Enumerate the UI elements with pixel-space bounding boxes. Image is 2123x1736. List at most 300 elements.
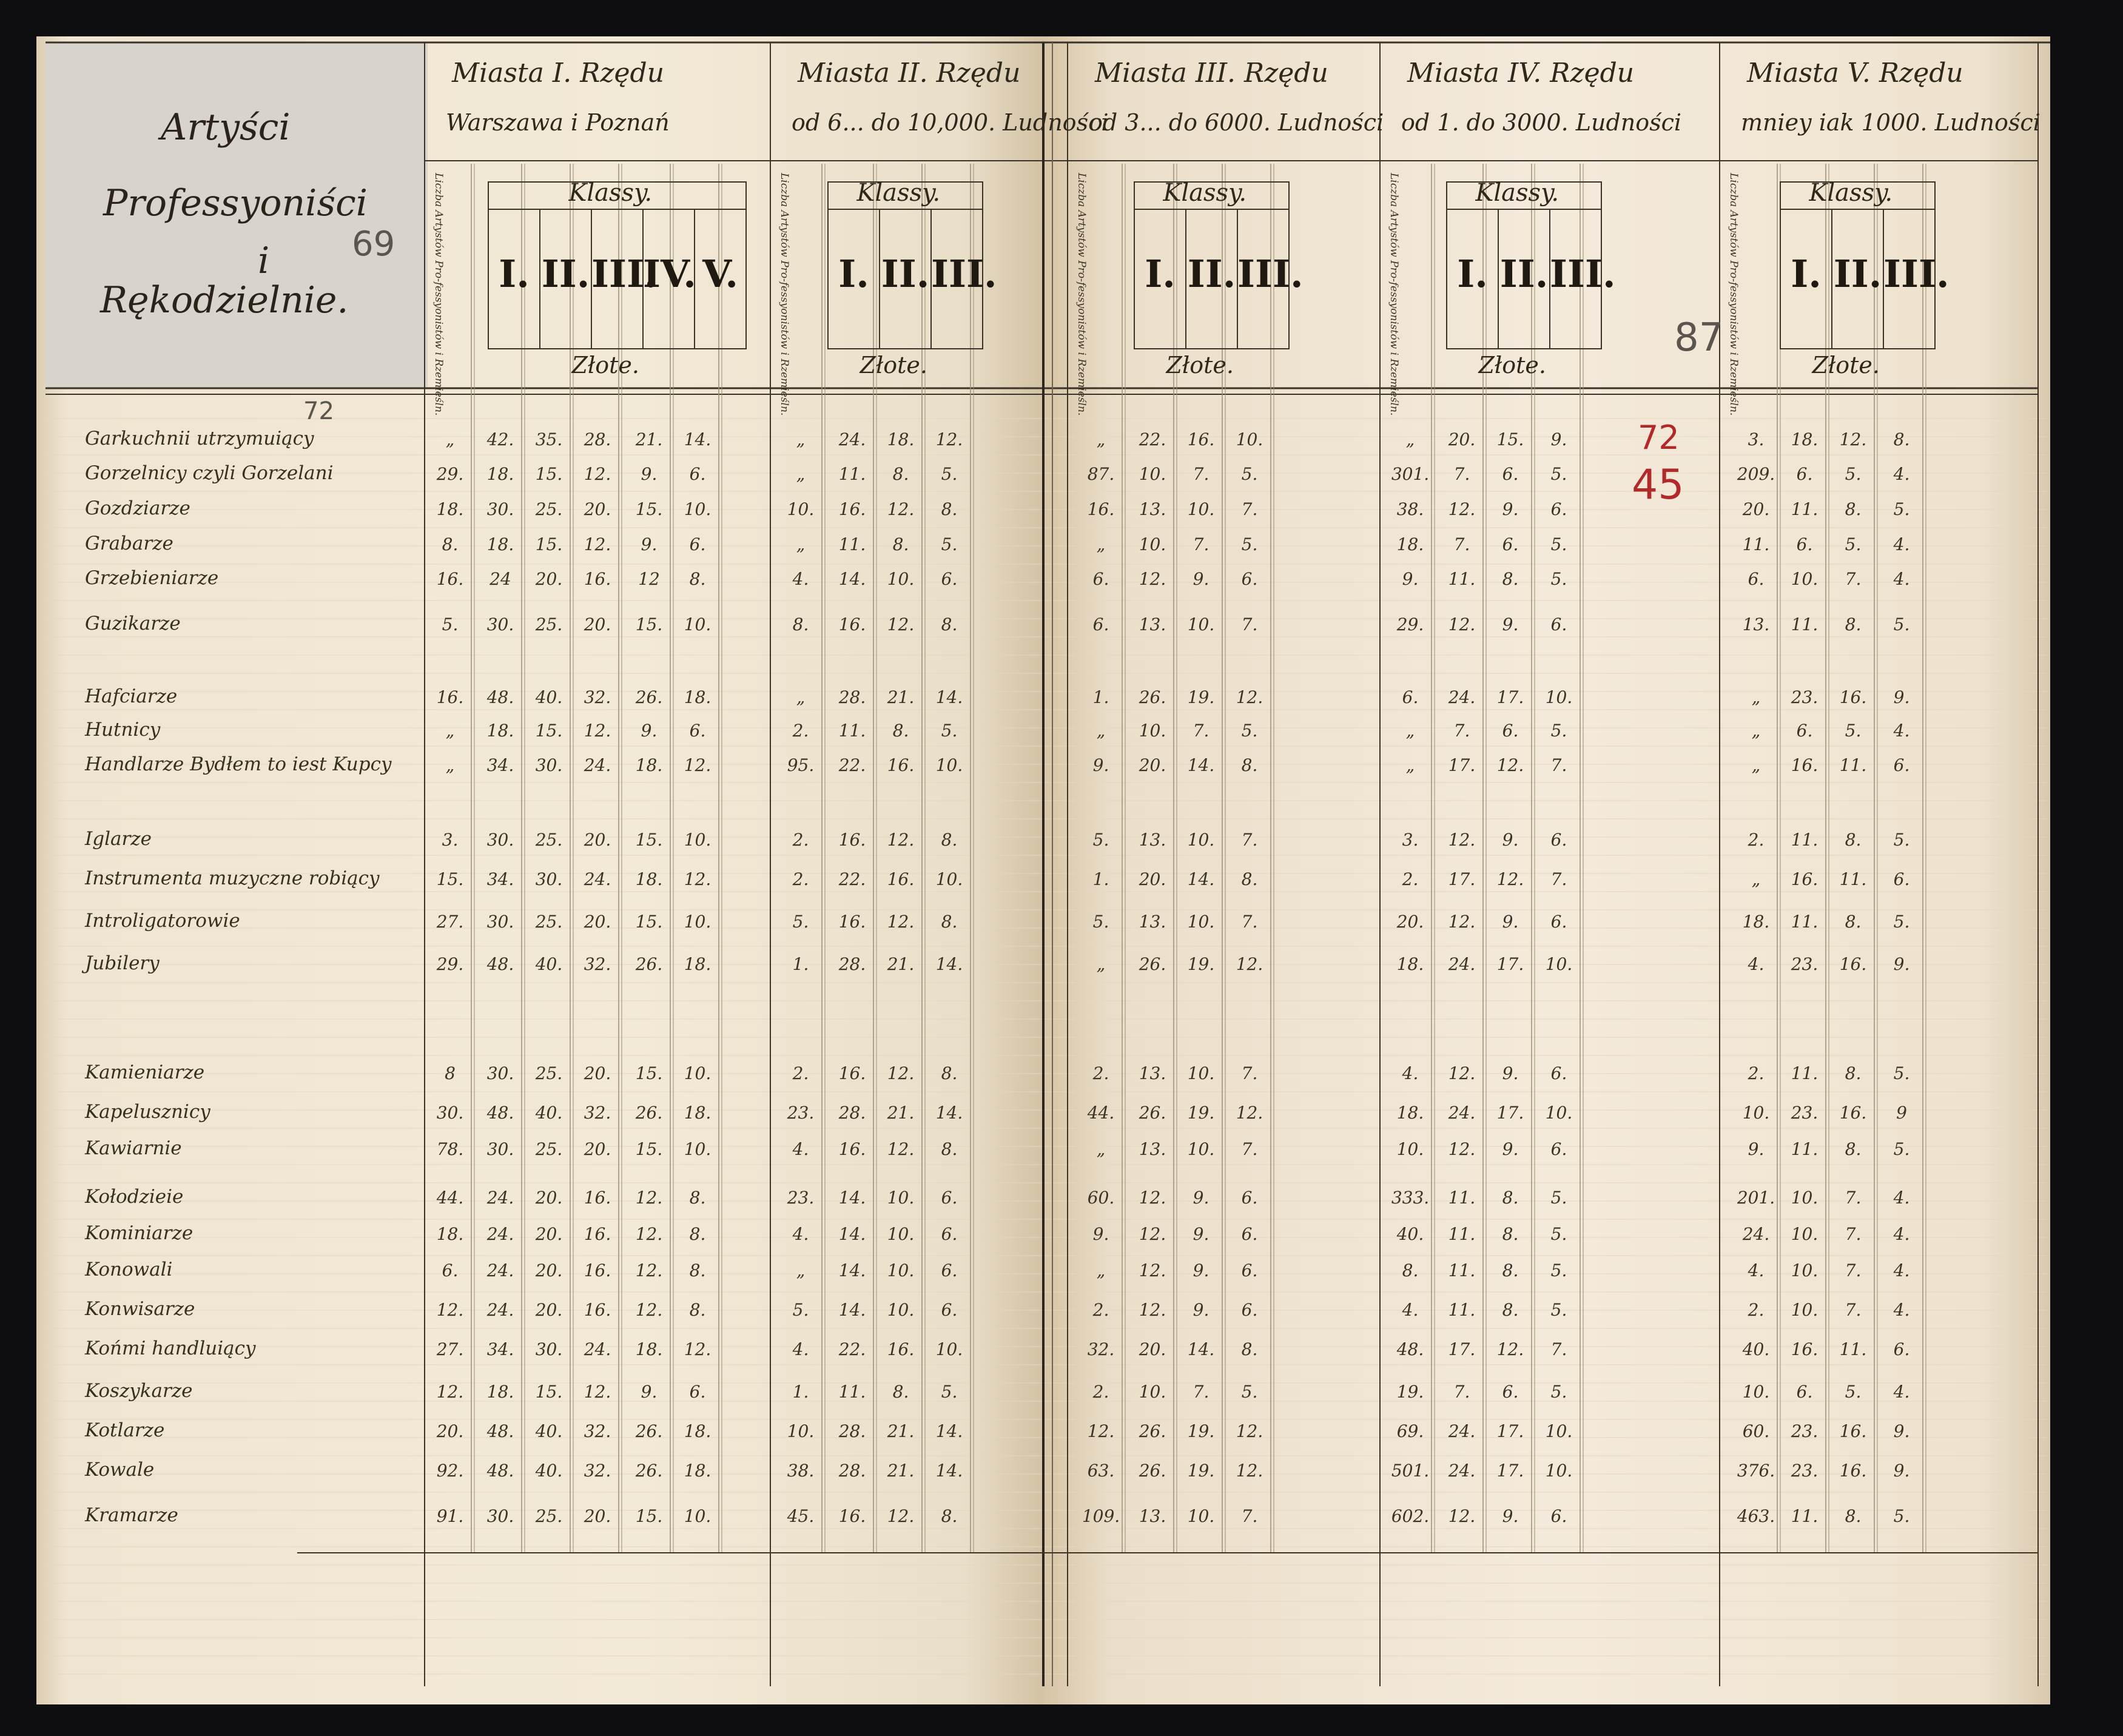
table-cell: 5. [1550, 1300, 1567, 1320]
table-cell: 30. [486, 1139, 514, 1159]
table-cell: 8. [1845, 912, 1862, 932]
class-numeral: II. [541, 252, 590, 296]
table-cell: 20. [535, 1260, 563, 1280]
table-cell: 2. [792, 869, 809, 889]
table-cell: 10. [887, 1260, 915, 1280]
table-cell: 6. [1893, 755, 1910, 775]
table-cell: 12. [635, 1188, 663, 1208]
klassy-label: Klassy. [568, 179, 653, 207]
table-cell: „ [445, 755, 455, 775]
table-cell: 12. [887, 1063, 915, 1083]
table-cell: 60. [1742, 1421, 1770, 1441]
table-cell: 8. [892, 1382, 909, 1402]
table-cell: 18. [684, 1461, 712, 1481]
table-cell: 29. [1396, 614, 1424, 634]
table-cell: 10. [935, 1339, 963, 1359]
table-cell: 9. [641, 534, 658, 554]
table-cell: 2. [792, 1063, 809, 1083]
zlote-label: Złote. [571, 352, 639, 378]
row-label: Kawiarnie [85, 1137, 182, 1159]
table-cell: 16. [584, 1300, 611, 1320]
row-label: Kamieniarze [85, 1061, 205, 1083]
table-cell: 25. [535, 830, 563, 850]
table-cell: 25. [535, 912, 563, 932]
table-cell: 20. [436, 1421, 464, 1441]
table-cell: 7. [1193, 534, 1210, 554]
group-title: Miasta IV. Rzędu [1407, 58, 1635, 89]
table-cell: 15. [535, 721, 563, 741]
table-cell: 8. [1845, 1063, 1862, 1083]
group-range: Warszawa i Poznań [446, 109, 670, 136]
group-range: mniey iak 1000. Ludności [1741, 109, 2041, 136]
table-cell: 8. [442, 534, 459, 554]
table-cell: 7. [1845, 1300, 1862, 1320]
table-cell: 15. [1496, 429, 1524, 449]
table-cell: 5. [1550, 534, 1567, 554]
table-cell: 16. [584, 1224, 611, 1244]
table-cell: 26. [635, 1421, 663, 1441]
table-cell: 8. [892, 721, 909, 741]
table-cell: 12. [1236, 687, 1263, 707]
table-cell: 14. [935, 1103, 963, 1123]
table-cell: 20. [535, 1224, 563, 1244]
table-cell: 209. [1737, 464, 1775, 484]
table-cell: 8. [1845, 1506, 1862, 1526]
table-cell: 91. [436, 1506, 464, 1526]
table-cell: 10. [1791, 1188, 1819, 1208]
row-label: Iglarze [85, 828, 152, 850]
table-cell: 10. [1545, 954, 1573, 974]
table-cell: 376. [1737, 1461, 1775, 1481]
table-cell: 18. [486, 464, 514, 484]
table-cell: 10. [1187, 830, 1215, 850]
table-cell: 28. [838, 1421, 866, 1441]
table-cell: 28. [838, 1103, 866, 1123]
table-cell: 6. [1796, 1382, 1813, 1402]
table-cell: 14. [935, 1421, 963, 1441]
table-cell: 201. [1737, 1188, 1775, 1208]
table-cell: 20. [584, 830, 611, 850]
row-label: Kołodzieie [85, 1186, 184, 1208]
table-cell: 87. [1087, 464, 1115, 484]
table-cell: 48. [1396, 1339, 1424, 1359]
table-cell: 12. [584, 1382, 611, 1402]
table-cell: 10. [684, 912, 712, 932]
table-cell: 4. [1893, 569, 1910, 589]
table-cell: 5. [1550, 721, 1567, 741]
table-cell: 32. [584, 1421, 611, 1441]
table-cell: 12. [1496, 1339, 1524, 1359]
table-cell: 5. [1845, 721, 1862, 741]
klassy-label: Klassy. [1809, 179, 1893, 207]
table-cell: 8. [892, 534, 909, 554]
table-cell: 10. [1791, 1300, 1819, 1320]
table-cell: 4. [792, 1139, 809, 1159]
table-cell: 24 [490, 569, 511, 589]
table-cell: „ [1096, 429, 1106, 449]
table-cell: 5. [1241, 721, 1258, 741]
table-cell: 24. [486, 1300, 514, 1320]
table-cell: 6. [1241, 1260, 1258, 1280]
table-cell: 501. [1391, 1461, 1430, 1481]
table-cell: 17. [1448, 869, 1476, 889]
table-cell: 6. [1550, 912, 1567, 932]
table-cell: 10. [1139, 464, 1166, 484]
table-cell: 8. [689, 1300, 706, 1320]
table-cell: „ [1751, 721, 1761, 741]
table-cell: 6. [1893, 1339, 1910, 1359]
table-cell: 8. [941, 830, 958, 850]
table-cell: 463. [1737, 1506, 1775, 1526]
title-line-2: Professyoniści [103, 182, 368, 224]
table-cell: 4. [1748, 954, 1765, 974]
table-cell: 48. [486, 954, 514, 974]
class-numeral: I. [1791, 252, 1822, 296]
liczba-label: Liczba Artystów Pro-fessyonistów i Rzemieśln. [1388, 173, 1400, 416]
table-cell: „ [1405, 429, 1415, 449]
table-cell: 23. [787, 1188, 815, 1208]
table-cell: 17. [1448, 755, 1476, 775]
table-cell: 26. [1139, 1461, 1166, 1481]
pencil-note-right: 87 [1674, 315, 1724, 360]
table-cell: 23. [1791, 1103, 1819, 1123]
row-label: Guzikarze [85, 613, 181, 634]
table-cell: 5. [941, 464, 958, 484]
table-cell: 25. [535, 1063, 563, 1083]
table-cell: 9. [1092, 755, 1109, 775]
table-cell: 7. [1193, 721, 1210, 741]
row-label: Konwisarze [85, 1298, 195, 1320]
table-cell: 12. [436, 1300, 464, 1320]
table-cell: 28. [838, 954, 866, 974]
table-cell: 14. [838, 569, 866, 589]
table-cell: 16. [838, 499, 866, 519]
liczba-label: Liczba Artystów Pro-fessyonistów i Rzemieśln. [432, 173, 445, 416]
table-cell: 6. [1550, 499, 1567, 519]
table-cell: 24. [838, 429, 866, 449]
table-cell: 8. [941, 1506, 958, 1526]
table-cell: 18. [1396, 534, 1424, 554]
table-cell: 6. [442, 1260, 459, 1280]
table-cell: 8. [1402, 1260, 1419, 1280]
table-cell: 8. [941, 1139, 958, 1159]
table-cell: 7. [1241, 1139, 1258, 1159]
table-cell: 6. [689, 721, 706, 741]
table-cell: 12. [584, 464, 611, 484]
table-cell: 32. [584, 1103, 611, 1123]
table-cell: 5. [792, 912, 809, 932]
table-cell: 14. [684, 429, 712, 449]
table-cell: 14. [1187, 1339, 1215, 1359]
title-line-1: Artyści [161, 106, 291, 149]
table-cell: 9. [1193, 1188, 1210, 1208]
table-cell: 4. [1893, 534, 1910, 554]
group-title: Miasta I. Rzędu [452, 58, 665, 89]
table-cell: 9. [1092, 1224, 1109, 1244]
table-cell: 8. [1845, 499, 1862, 519]
table-cell: 24. [1448, 687, 1476, 707]
table-cell: 4. [1893, 1224, 1910, 1244]
table-cell: 7. [1241, 912, 1258, 932]
table-cell: 9. [1402, 569, 1419, 589]
table-cell: 11. [1448, 1188, 1476, 1208]
table-cell: „ [1751, 755, 1761, 775]
table-cell: 23. [1791, 687, 1819, 707]
table-cell: 12. [684, 869, 712, 889]
table-cell: 14. [838, 1224, 866, 1244]
table-cell: 9 [1896, 1103, 1907, 1123]
table-cell: 92. [436, 1461, 464, 1481]
table-cell: 8. [1845, 830, 1862, 850]
class-numeral: II. [1833, 252, 1882, 296]
table-cell: 16. [838, 1063, 866, 1083]
table-cell: 60. [1087, 1188, 1115, 1208]
table-cell: 7. [1845, 569, 1862, 589]
table-cell: 1. [792, 1382, 809, 1402]
pencil-note-top: 72 [303, 397, 334, 425]
table-cell: 11. [1791, 912, 1819, 932]
row-label: Jubilery [85, 952, 160, 974]
table-cell: 10. [887, 569, 915, 589]
table-cell: 6. [941, 569, 958, 589]
table-cell: 2. [1748, 1300, 1765, 1320]
table-cell: 21. [887, 1461, 915, 1481]
table-cell: 18. [887, 429, 915, 449]
table-cell: 9. [1502, 912, 1519, 932]
table-cell: 5. [1092, 912, 1109, 932]
table-cell: 7. [1453, 1382, 1470, 1402]
table-cell: 12. [887, 499, 915, 519]
group-title: Miasta V. Rzędu [1747, 58, 1963, 89]
table-cell: 4. [1893, 464, 1910, 484]
table-cell: 16. [1187, 429, 1215, 449]
table-cell: 10. [1187, 499, 1215, 519]
table-cell: 9. [641, 1382, 658, 1402]
table-cell: 4. [1893, 1300, 1910, 1320]
table-cell: 2. [1748, 830, 1765, 850]
table-cell: 12. [684, 755, 712, 775]
group-range: od 6... do 10,000. Ludności [792, 109, 1109, 136]
table-cell: 10. [935, 755, 963, 775]
table-cell: 21. [635, 429, 663, 449]
table-cell: 14. [935, 954, 963, 974]
table-cell: „ [796, 429, 806, 449]
table-cell: 11. [1742, 534, 1770, 554]
table-cell: 6. [941, 1188, 958, 1208]
group-title: Miasta II. Rzędu [798, 58, 1021, 89]
table-cell: 24. [584, 755, 611, 775]
table-cell: 13. [1139, 1506, 1166, 1526]
table-cell: 16. [1839, 1461, 1867, 1481]
table-cell: 12. [1236, 954, 1263, 974]
table-cell: 10. [1791, 569, 1819, 589]
table-cell: 12. [1496, 755, 1524, 775]
row-label: Gorzelnicy czyli Gorzelani [85, 462, 334, 484]
table-cell: 7. [1845, 1188, 1862, 1208]
table-cell: 3. [1402, 830, 1419, 850]
table-cell: 28. [584, 429, 611, 449]
class-numeral: V. [702, 252, 738, 296]
table-cell: 8. [1502, 1260, 1519, 1280]
table-cell: 7. [1241, 614, 1258, 634]
table-cell: 24. [1448, 1461, 1476, 1481]
table-cell: 5. [1241, 1382, 1258, 1402]
table-cell: 18. [1791, 429, 1819, 449]
row-label: Koszykarze [85, 1380, 193, 1402]
row-label: Kotlarze [85, 1419, 165, 1441]
table-cell: 9. [1193, 1300, 1210, 1320]
table-cell: 35. [535, 429, 563, 449]
table-cell: 20. [1448, 429, 1476, 449]
row-label: Instrumenta muzyczne robiący [85, 867, 380, 889]
table-cell: 26. [635, 687, 663, 707]
table-cell: 30. [486, 830, 514, 850]
table-cell: 10. [1545, 1461, 1573, 1481]
table-cell: 26. [1139, 1421, 1166, 1441]
table-cell: 12. [1139, 1260, 1166, 1280]
table-cell: 20. [584, 912, 611, 932]
row-label: Kowale [85, 1459, 155, 1481]
table-cell: 16. [1791, 869, 1819, 889]
table-cell: 6. [1796, 464, 1813, 484]
table-cell: „ [1751, 869, 1761, 889]
pencil-page-number: 69 [352, 224, 395, 264]
table-cell: 26. [635, 1103, 663, 1123]
table-cell: 69. [1396, 1421, 1424, 1441]
table-cell: 30. [486, 1063, 514, 1083]
table-cell: 12 [638, 569, 660, 589]
table-cell: 5. [1893, 1139, 1910, 1159]
table-cell: 10. [1742, 1382, 1770, 1402]
table-cell: 6. [689, 1382, 706, 1402]
table-cell: „ [1096, 1260, 1106, 1280]
table-cell: 26. [1139, 954, 1166, 974]
table-cell: 7. [1193, 464, 1210, 484]
table-cell: 16. [1839, 687, 1867, 707]
table-cell: 16. [1087, 499, 1115, 519]
table-cell: 20. [535, 1188, 563, 1208]
table-cell: 22. [838, 755, 866, 775]
table-cell: 12. [1087, 1421, 1115, 1441]
table-cell: 11. [838, 1382, 866, 1402]
table-cell: 2. [1092, 1063, 1109, 1083]
table-cell: 9. [1502, 614, 1519, 634]
table-cell: 16. [838, 912, 866, 932]
table-cell: 13. [1742, 614, 1770, 634]
table-cell: 45. [787, 1506, 815, 1526]
table-cell: 11. [838, 464, 866, 484]
table-cell: 6. [1796, 721, 1813, 741]
table-cell: 16. [1791, 1339, 1819, 1359]
table-cell: 48. [486, 1461, 514, 1481]
table-cell: 6. [1241, 1300, 1258, 1320]
table-cell: 12. [635, 1224, 663, 1244]
table-cell: 29. [436, 954, 464, 974]
table-cell: 9. [641, 464, 658, 484]
table-cell: 10. [1396, 1139, 1424, 1159]
table-cell: 11. [1839, 869, 1867, 889]
table-cell: 24. [486, 1188, 514, 1208]
table-cell: 10. [684, 1139, 712, 1159]
table-cell: 32. [584, 954, 611, 974]
table-cell: 15. [635, 830, 663, 850]
table-cell: 8. [1845, 614, 1862, 634]
table-cell: 44. [436, 1188, 464, 1208]
table-cell: 44. [1087, 1103, 1115, 1123]
table-cell: 10. [684, 1506, 712, 1526]
table-cell: „ [796, 687, 806, 707]
row-label: Hutnicy [85, 719, 161, 741]
table-cell: 5. [1550, 464, 1567, 484]
table-cell: „ [1096, 1139, 1106, 1159]
table-cell: 15. [635, 1063, 663, 1083]
table-cell: 16. [436, 687, 464, 707]
table-cell: 17. [1496, 1461, 1524, 1481]
table-cell: 7. [1845, 1260, 1862, 1280]
klassy-label: Klassy. [1163, 179, 1247, 207]
table-cell: 11. [1839, 755, 1867, 775]
table-cell: 15. [436, 869, 464, 889]
table-cell: 19. [1187, 1461, 1215, 1481]
table-cell: 18. [684, 1103, 712, 1123]
table-cell: „ [445, 721, 455, 741]
table-cell: 21. [887, 1103, 915, 1123]
table-cell: 18. [1396, 954, 1424, 974]
table-cell: 63. [1087, 1461, 1115, 1481]
liczba-label: Liczba Artystów Pro-fessyonistów i Rzemieśln. [778, 173, 790, 416]
table-cell: 7. [1453, 721, 1470, 741]
table-cell: 12. [887, 614, 915, 634]
table-cell: 8. [792, 614, 809, 634]
table-cell: 8. [1502, 1188, 1519, 1208]
table-cell: 19. [1187, 687, 1215, 707]
row-label: Konowali [85, 1259, 173, 1280]
table-cell: 4. [1893, 1260, 1910, 1280]
table-cell: 32. [584, 687, 611, 707]
liczba-label: Liczba Artystów Pro-fessyonistów i Rzemieśln. [1728, 173, 1740, 416]
class-numeral: I. [1145, 252, 1176, 296]
table-cell: 5. [1092, 830, 1109, 850]
table-cell: 18. [635, 755, 663, 775]
table-cell: 5. [1845, 464, 1862, 484]
table-cell: 12. [584, 721, 611, 741]
table-cell: 18. [436, 499, 464, 519]
table-cell: 10. [1545, 1103, 1573, 1123]
table-cell: 20. [584, 499, 611, 519]
table-cell: 5. [1893, 1506, 1910, 1526]
table-cell: 13. [1139, 614, 1166, 634]
table-cell: 27. [436, 1339, 464, 1359]
table-cell: 10. [684, 499, 712, 519]
table-cell: 11. [1448, 1260, 1476, 1280]
table-cell: 12. [1139, 1300, 1166, 1320]
table-cell: 10. [1187, 912, 1215, 932]
table-cell: 18. [635, 869, 663, 889]
table-cell: 23. [1791, 1421, 1819, 1441]
table-cell: 2. [792, 721, 809, 741]
table-cell: 12. [1448, 830, 1476, 850]
table-cell: 12. [1139, 1224, 1166, 1244]
table-cell: 16. [838, 1139, 866, 1159]
table-cell: 10. [1791, 1260, 1819, 1280]
table-cell: 23. [787, 1103, 815, 1123]
table-cell: 10. [887, 1300, 915, 1320]
table-cell: 5. [1845, 534, 1862, 554]
table-cell: 20. [584, 614, 611, 634]
table-cell: 19. [1187, 1421, 1215, 1441]
table-cell: „ [1096, 954, 1106, 974]
table-cell: 8. [1241, 1339, 1258, 1359]
